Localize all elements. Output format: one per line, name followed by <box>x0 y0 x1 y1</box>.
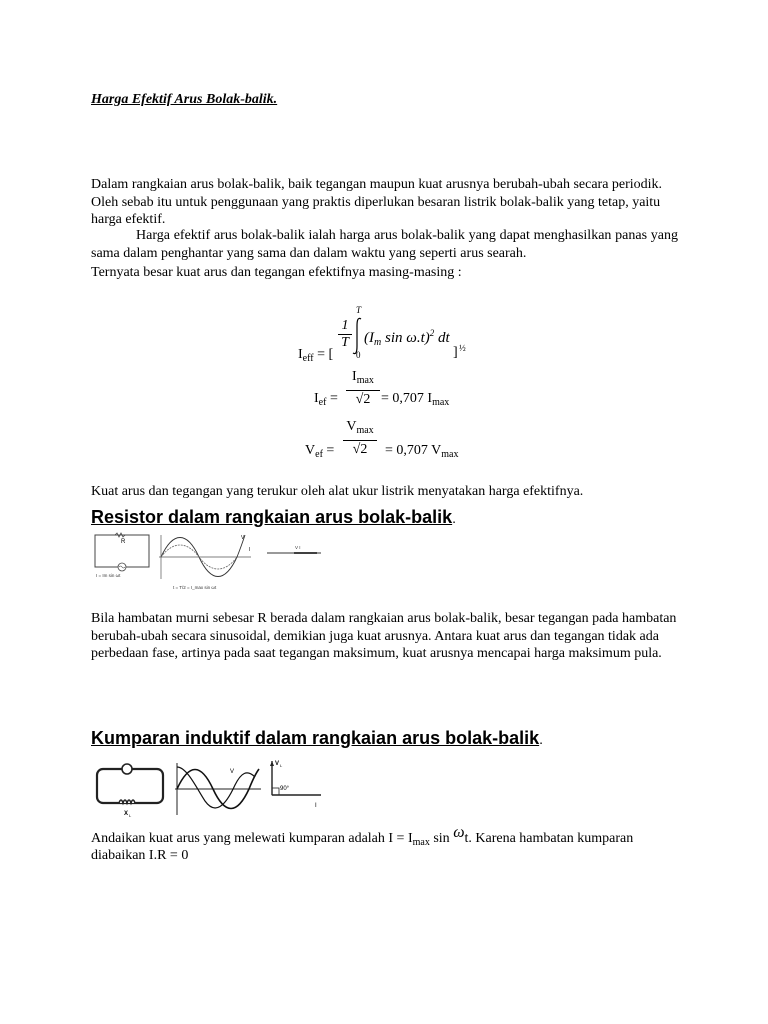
ief-subscript: ef <box>318 397 327 408</box>
vef-frac-den: √2 <box>343 440 377 459</box>
ief-fraction <box>346 368 380 409</box>
voltage-wave <box>161 535 245 577</box>
fig-v-label: V <box>241 535 245 541</box>
current-wave <box>177 767 255 808</box>
inductor-paragraph-line2: diabaikan I.R = 0 <box>91 848 189 863</box>
resistor-figure <box>91 531 327 597</box>
vef-subscript: ef <box>315 449 323 460</box>
fig-r-label: R <box>121 539 126 545</box>
ief-frac-den: √2 <box>346 390 380 409</box>
ac-source-icon <box>122 764 132 774</box>
inductor-figure <box>91 755 326 821</box>
fig-i-label: I <box>249 547 251 553</box>
omega-symbol: ω <box>453 824 465 841</box>
ieff-close-bracket: ] <box>453 345 458 360</box>
ief-frac-num: $I_{max}$ <box>352 369 374 386</box>
integral-frac-den: T <box>338 334 352 351</box>
ieff-exponent: ½ <box>459 343 466 353</box>
ieff-subscript: eff <box>302 353 314 364</box>
intro-paragraph-1: Dalam rangkaian arus bolak-balik, baik tegangan maupun kuat arusnya berubah-ubah secara periodik. Oleh sebab itu untuk penggunaan yang praktis diperlukan besaran listrik bolak-balik yang tetap, yaitu harga efektif. <box>91 177 663 228</box>
integrand: ($I_m$ sin ω.t)$^2$ dt <box>364 328 450 348</box>
vef-symbol: V <box>305 443 316 458</box>
svg-text:L: L <box>280 763 283 768</box>
svg-text:L: L <box>129 813 132 818</box>
effective-value-note: Kuat arus dan tegangan yang terukur oleh alat ukur listrik menyatakan harga efektifnya. <box>91 484 584 499</box>
fig-eq2-label: t = T/2 = I_max sin ωt <box>173 585 217 590</box>
integral-fraction <box>338 318 352 351</box>
resistor-paragraph: Bila hambatan murni sebesar R berada dalam rangkaian arus bolak-balik, besar tegangan pada hambatan berubah-ubah secara sinusoidal, demikian juga kuat arusnya. Antara kuat arus dan tegangan tidak ada perbedaan fase, artinya pada saat tegangan maksimum, kuat arusnya mencapai harga maksimum pula. <box>91 611 677 662</box>
inductor-paragraph-line1: Andaikan kuat arus yang melewati kumparan adalah $I = I_{max}$ sin ωt. Karena hambatan kumparan <box>91 824 634 848</box>
intro-paragraph-2: Harga efektif arus bolak-balik ialah harga arus bolak-balik yang dapat menghasilkan panas yang sama dalam penghantar yang sama dan dalam waktu yang seperti arus searah. <box>91 228 678 261</box>
ieff-symbol: I <box>298 347 303 362</box>
vef-result: = 0,707 $V_{max}$ <box>385 443 459 460</box>
integral-lower: 0 <box>356 350 361 360</box>
svg-text:V I: V I <box>295 545 301 550</box>
fig-angle-label: 90° <box>280 786 290 792</box>
integral-upper: T <box>356 305 362 315</box>
vef-frac-num: $V_{max}$ <box>346 419 374 436</box>
ief-equals: = <box>329 391 338 406</box>
ieff-open-bracket: = [ <box>317 347 334 362</box>
fig-eq1-label: I = Im sin ωt <box>96 573 121 578</box>
coil-icon <box>119 800 135 803</box>
intro-paragraph-3: Ternyata besar kuat arus dan tegangan efektifnya masing-masing : <box>91 265 462 280</box>
ief-result: = 0,707 $I_{max}$ <box>381 391 450 408</box>
integral-frac-num: 1 <box>341 318 349 333</box>
fig-vl-label: V <box>275 761 280 767</box>
fig-v-label: V <box>230 769 235 775</box>
page-title: Harga Efektif Arus Bolak-balik. <box>91 92 278 107</box>
ief-symbol: I <box>314 391 319 406</box>
fig-xl-label: X <box>124 811 129 817</box>
vef-fraction <box>343 418 377 459</box>
inductor-circuit-diagram <box>97 769 163 803</box>
inductor-heading: Kumparan induktif dalam rangkaian arus bolak-balik. <box>91 728 544 748</box>
resistor-heading: Resistor dalam rangkaian arus bolak-balik. <box>91 507 457 527</box>
vef-equals: = <box>326 443 335 458</box>
fig-i-label: I <box>315 803 317 809</box>
